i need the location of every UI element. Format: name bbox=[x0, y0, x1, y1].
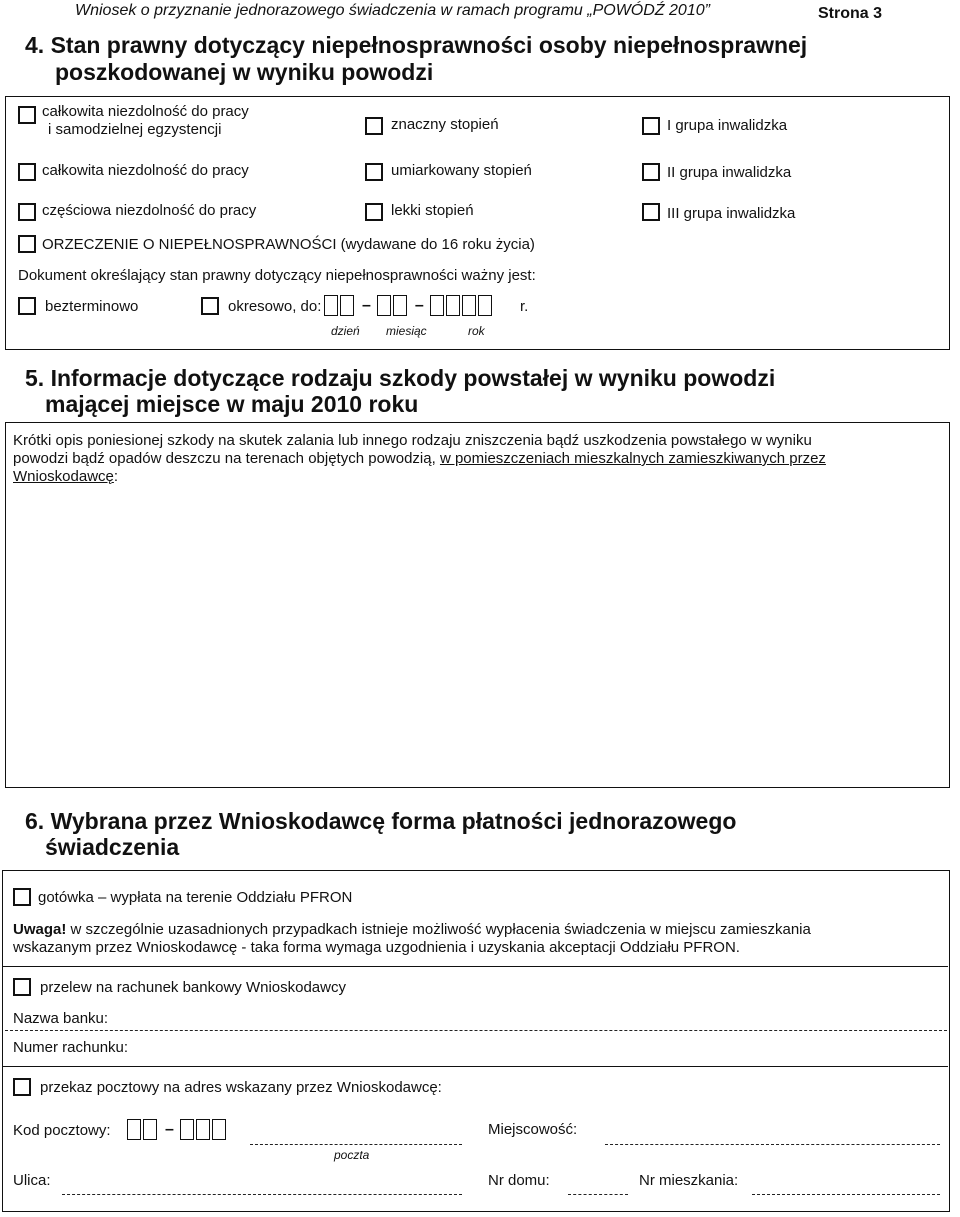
postal-digit[interactable] bbox=[180, 1119, 194, 1140]
label-r: r. bbox=[520, 298, 529, 315]
checkbox-ii-grupa[interactable] bbox=[642, 163, 660, 181]
checkbox-okresowo[interactable] bbox=[201, 297, 219, 315]
checkbox-bezterminowo[interactable] bbox=[18, 297, 36, 315]
label-i-grupa: I grupa inwalidzka bbox=[667, 117, 788, 134]
uwaga-line1-text: w szczególnie uzasadnionych przypadkach istnieje możliwość wypłacenia świadczenia w miejscu zamieszkania bbox=[66, 921, 811, 938]
damage-description-line2-underlined: w pomieszczeniach mieszkalnych zamieszkiwanych przez bbox=[439, 450, 826, 467]
caption-rok: rok bbox=[468, 324, 485, 338]
date-year-digit[interactable] bbox=[478, 295, 492, 316]
divider bbox=[3, 1066, 948, 1067]
label-miejscowosc: Miejscowość: bbox=[488, 1121, 578, 1138]
nr-domu-input[interactable] bbox=[568, 1194, 628, 1195]
label-calkowita-niezdolnosc-line2: i samodzielnej egzystencji bbox=[48, 121, 222, 138]
document-header-title: Wniosek o przyznanie jednorazowego świadczenia w ramach programu „POWÓDŹ 2010” bbox=[75, 2, 710, 19]
postal-code-field[interactable] bbox=[127, 1119, 228, 1140]
label-nr-domu: Nr domu: bbox=[488, 1172, 550, 1189]
label-kod-pocztowy: Kod pocztowy: bbox=[13, 1122, 111, 1139]
label-okresowo: okresowo, do: bbox=[228, 298, 322, 315]
section-6-heading-line2: świadczenia bbox=[45, 834, 180, 860]
date-year-digit[interactable] bbox=[430, 295, 444, 316]
damage-description-line3 bbox=[13, 468, 118, 485]
label-iii-grupa: III grupa inwalidzka bbox=[667, 205, 796, 222]
caption-miesiac: miesiąc bbox=[386, 324, 427, 338]
checkbox-orzeczenie[interactable] bbox=[18, 235, 36, 253]
poczta-input[interactable] bbox=[250, 1144, 462, 1145]
label-numer-rachunku: Numer rachunku: bbox=[13, 1039, 129, 1056]
label-nr-mieszkania: Nr mieszkania: bbox=[639, 1172, 739, 1189]
caption-dzien: dzień bbox=[331, 324, 360, 338]
uwaga-bold: Uwaga! bbox=[13, 921, 67, 938]
label-gotowka: gotówka – wypłata na terenie Oddziału PFRON bbox=[38, 889, 353, 906]
checkbox-czesciowa-niezdolnosc[interactable] bbox=[18, 203, 36, 221]
damage-description-line3-tail: : bbox=[113, 468, 119, 485]
section-4-heading-line1: 4. Stan prawny dotyczący niepełnosprawności osoby niepełnosprawnej bbox=[25, 32, 808, 58]
label-bezterminowo: bezterminowo bbox=[45, 298, 139, 315]
date-month-digit[interactable] bbox=[393, 295, 407, 316]
section-6-heading-line1: 6. Wybrana przez Wnioskodawcę forma płatności jednorazowego bbox=[25, 808, 737, 834]
page-number: Strona 3 bbox=[818, 5, 883, 22]
bank-name-input[interactable] bbox=[5, 1030, 947, 1031]
checkbox-lekki-stopien[interactable] bbox=[365, 203, 383, 221]
checkbox-przekaz[interactable] bbox=[13, 1078, 31, 1096]
label-lekki-stopien: lekki stopień bbox=[391, 202, 474, 219]
postal-digit[interactable] bbox=[196, 1119, 210, 1140]
caption-poczta: poczta bbox=[334, 1148, 370, 1162]
miejscowosc-input[interactable] bbox=[605, 1144, 940, 1145]
date-year-digit[interactable] bbox=[446, 295, 460, 316]
checkbox-przelew[interactable] bbox=[13, 978, 31, 996]
checkbox-znaczny-stopien[interactable] bbox=[365, 117, 383, 135]
date-year-digit[interactable] bbox=[462, 295, 476, 316]
uwaga-line2: wskazanym przez Wnioskodawcę - taka forma wymaga uzgodnienia i uzyskania akceptacji Oddziału PFRON. bbox=[13, 939, 740, 956]
label-orzeczenie: ORZECZENIE O NIEPEŁNOSPRAWNOŚCI (wydawane do 16 roku życia) bbox=[42, 236, 535, 253]
checkbox-i-grupa[interactable] bbox=[642, 117, 660, 135]
label-calkowita-niezdolnosc-line1: całkowita niezdolność do pracy bbox=[42, 103, 249, 120]
label-ii-grupa: II grupa inwalidzka bbox=[667, 164, 792, 181]
date-day-digit[interactable] bbox=[324, 295, 338, 316]
checkbox-gotowka[interactable] bbox=[13, 888, 31, 906]
date-field-validity[interactable] bbox=[324, 295, 494, 316]
checkbox-umiarkowany-stopien[interactable] bbox=[365, 163, 383, 181]
label-dokument-waznosc: Dokument określający stan prawny dotyczący niepełnosprawności ważny jest: bbox=[18, 267, 536, 284]
divider bbox=[3, 966, 948, 967]
date-month-digit[interactable] bbox=[377, 295, 391, 316]
postal-digit[interactable] bbox=[212, 1119, 226, 1140]
section-5-heading-line2: mającej miejsce w maju 2010 roku bbox=[45, 391, 419, 417]
postal-digit[interactable] bbox=[143, 1119, 157, 1140]
label-czesciowa-niezdolnosc: częściowa niezdolność do pracy bbox=[42, 202, 257, 219]
ulica-input[interactable] bbox=[62, 1194, 462, 1195]
label-ulica: Ulica: bbox=[13, 1172, 51, 1189]
date-separator: – bbox=[414, 296, 424, 314]
label-umiarkowany-stopien: umiarkowany stopień bbox=[391, 162, 532, 179]
label-przekaz: przekaz pocztowy na adres wskazany przez Wnioskodawcę: bbox=[40, 1079, 442, 1096]
date-day-digit[interactable] bbox=[340, 295, 354, 316]
damage-description-line2 bbox=[13, 450, 826, 467]
date-separator: – bbox=[362, 296, 371, 314]
section-5-heading-line1: 5. Informacje dotyczące rodzaju szkody powstałej w wyniku powodzi bbox=[25, 365, 776, 391]
postal-separator: – bbox=[165, 1120, 174, 1138]
checkbox-calkowita-niezdolnosc[interactable] bbox=[18, 163, 36, 181]
label-calkowita-niezdolnosc: całkowita niezdolność do pracy bbox=[42, 162, 249, 179]
damage-description-input-area[interactable] bbox=[13, 492, 938, 777]
section-4-heading-line2: poszkodowanej w wyniku powodzi bbox=[55, 59, 434, 85]
label-znaczny-stopien: znaczny stopień bbox=[391, 116, 499, 133]
checkbox-iii-grupa[interactable] bbox=[642, 203, 660, 221]
label-przelew: przelew na rachunek bankowy Wnioskodawcy bbox=[40, 979, 346, 996]
damage-description-line3-underlined: Wnioskodawcę bbox=[13, 468, 114, 485]
postal-digit[interactable] bbox=[127, 1119, 141, 1140]
nr-mieszkania-input[interactable] bbox=[752, 1194, 940, 1195]
damage-description-line2-plain: powodzi bądź opadów deszczu na terenach objętych powodzią, bbox=[13, 450, 440, 467]
uwaga-line1 bbox=[13, 921, 811, 938]
checkbox-calkowita-niezdolnosc-egzystencja[interactable] bbox=[18, 106, 36, 124]
label-nazwa-banku: Nazwa banku: bbox=[13, 1010, 109, 1027]
damage-description-line1: Krótki opis poniesionej szkody na skutek zalania lub innego rodzaju zniszczenia bądź uszkodzenia powstałego w wyniku bbox=[13, 432, 812, 449]
